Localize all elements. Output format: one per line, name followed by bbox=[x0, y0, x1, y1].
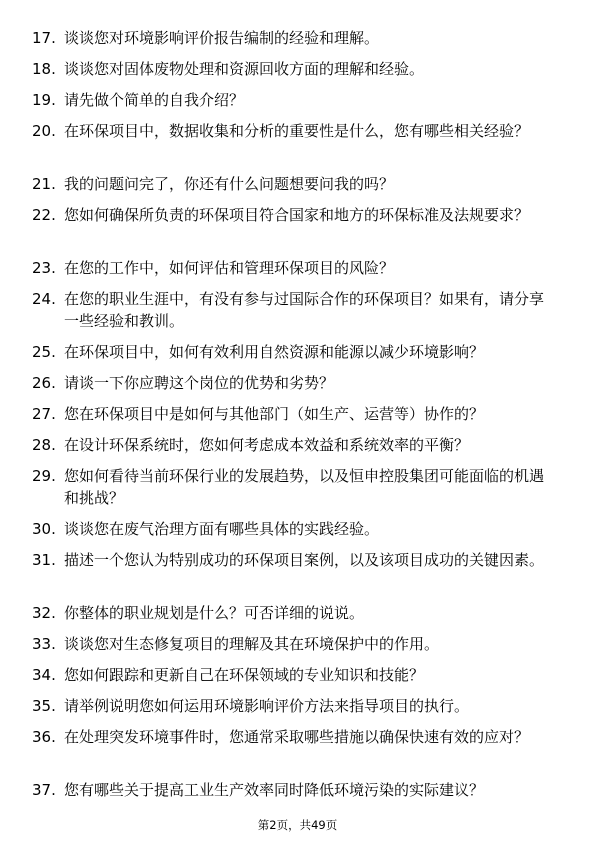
question-text: 您如何看待当前环保行业的发展趋势，以及恒申控股集团可能面临的机遇和挑战？ bbox=[64, 467, 545, 507]
question-number: 21. bbox=[32, 175, 56, 193]
question-text: 描述一个您认为特别成功的环保项目案例，以及该项目成功的关键因素。 bbox=[64, 551, 545, 569]
question-text: 在处理突发环境事件时，您通常采取哪些措施以确保快速有效的应对？ bbox=[64, 728, 530, 746]
question-number: 30. bbox=[32, 520, 56, 538]
question-text: 在设计环保系统时，您如何考虑成本效益和系统效率的平衡？ bbox=[64, 436, 470, 454]
question-text: 谈谈您对固体废物处理和资源回收方面的理解和经验。 bbox=[64, 60, 425, 78]
question-number: 33. bbox=[32, 635, 56, 653]
question-number: 34. bbox=[32, 666, 56, 684]
question-text: 您如何确保所负责的环保项目符合国家和地方的环保标准及法规要求？ bbox=[64, 206, 530, 224]
question-number: 36. bbox=[32, 728, 56, 746]
question-number: 20. bbox=[32, 122, 56, 140]
question-number: 28. bbox=[32, 436, 56, 454]
question-text: 在环保项目中，如何有效利用自然资源和能源以减少环境影响？ bbox=[64, 343, 485, 361]
question-number: 27. bbox=[32, 405, 56, 423]
question-number: 32. bbox=[32, 604, 56, 622]
question-number: 18. bbox=[32, 60, 56, 78]
question-text: 请先做个简单的自我介绍？ bbox=[64, 91, 245, 109]
question-text: 请举例说明您如何运用环境影响评价方法来指导项目的执行。 bbox=[64, 697, 470, 715]
question-number: 26. bbox=[32, 374, 56, 392]
question-number: 24. bbox=[32, 290, 56, 308]
question-text: 你整体的职业规划是什么？可否详细的说说。 bbox=[64, 604, 365, 622]
question-number: 37. bbox=[32, 781, 56, 799]
question-number: 23. bbox=[32, 259, 56, 277]
question-text: 在您的工作中，如何评估和管理环保项目的风险？ bbox=[64, 259, 395, 277]
question-text: 请谈一下你应聘这个岗位的优势和劣势？ bbox=[64, 374, 335, 392]
question-number: 31. bbox=[32, 551, 56, 569]
question-text: 您在环保项目中是如何与其他部门（如生产、运营等）协作的？ bbox=[64, 405, 485, 423]
question-number: 35. bbox=[32, 697, 56, 715]
question-number: 19. bbox=[32, 91, 56, 109]
question-text: 我的问题问完了，你还有什么问题想要问我的吗？ bbox=[64, 175, 395, 193]
question-text: 您有哪些关于提高工业生产效率同时降低环境污染的实际建议？ bbox=[64, 781, 485, 799]
question-text: 在环保项目中，数据收集和分析的重要性是什么，您有哪些相关经验？ bbox=[64, 122, 530, 140]
question-number: 22. bbox=[32, 206, 56, 224]
question-text: 在您的职业生涯中，有没有参与过国际合作的环保项目？如果有，请分享一些经验和教训。 bbox=[64, 290, 545, 330]
page-footer: 第2页，共49页 bbox=[257, 818, 338, 832]
question-text: 您如何跟踪和更新自己在环保领域的专业知识和技能？ bbox=[64, 666, 425, 684]
question-number: 25. bbox=[32, 343, 56, 361]
question-text: 谈谈您对环境影响评价报告编制的经验和理解。 bbox=[64, 29, 380, 47]
question-text: 谈谈您对生态修复项目的理解及其在环境保护中的作用。 bbox=[64, 635, 440, 653]
question-number: 29. bbox=[32, 467, 56, 485]
question-text: 谈谈您在废气治理方面有哪些具体的实践经验。 bbox=[64, 520, 380, 538]
question-number: 17. bbox=[32, 29, 56, 47]
